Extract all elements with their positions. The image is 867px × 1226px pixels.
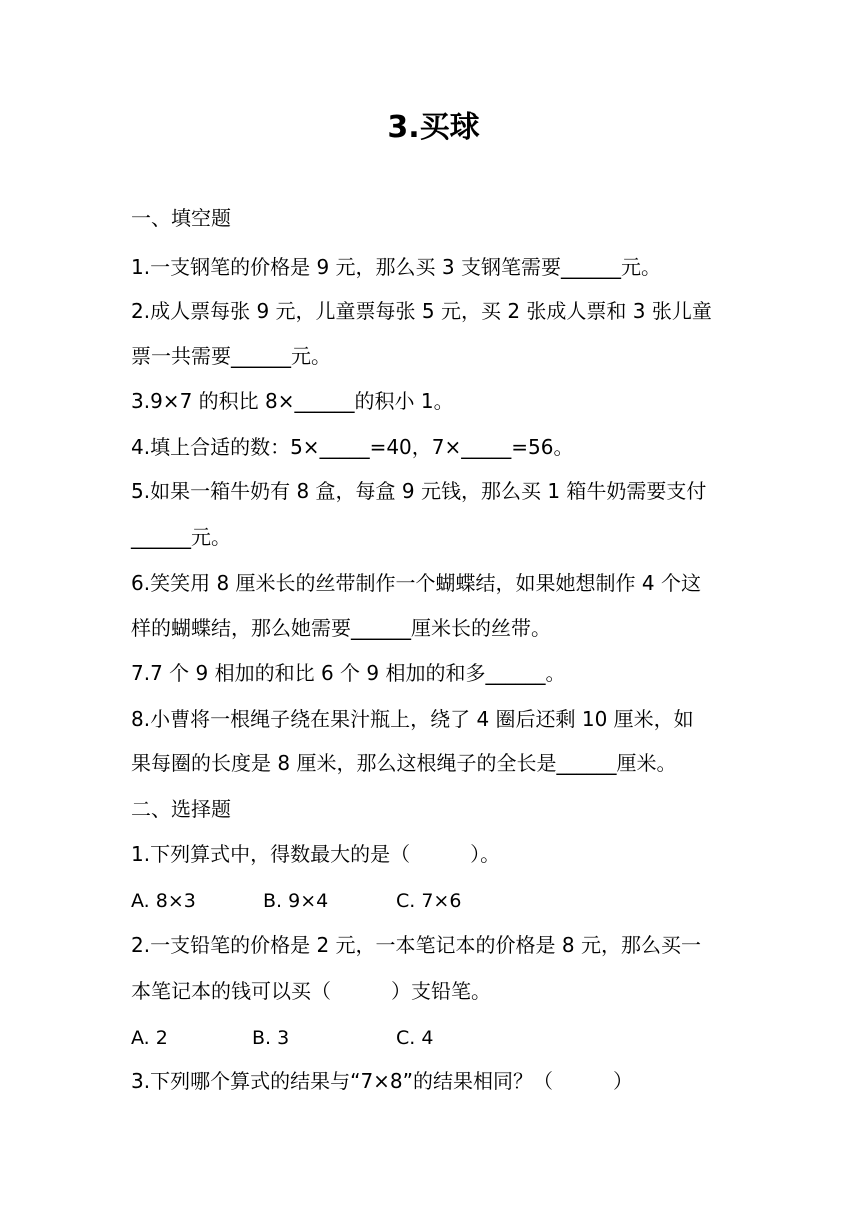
question-line: 7.7 个 9 相加的和比 6 个 9 相加的和多______。	[131, 661, 566, 685]
question-line: 2.成人票每张 9 元，儿童票每张 5 元，买 2 张成人票和 3 张儿童	[131, 299, 712, 323]
question-line: 1.下列算式中，得数最大的是（ ）。	[131, 842, 501, 866]
option-b: B. 3	[252, 1027, 290, 1049]
question-line: 票一共需要______元。	[131, 344, 331, 368]
answer-options	[131, 886, 741, 916]
question-line: 3.下列哪个算式的结果与“7×8”的结果相同？（ ）	[131, 1069, 634, 1093]
question-line: 6.笑笑用 8 厘米长的丝带制作一个蝴蝶结，如果她想制作 4 个这	[131, 571, 701, 595]
page-title: 3.买球	[387, 110, 480, 145]
question-line: 1.一支钢笔的价格是 9 元，那么买 3 支钢笔需要______元。	[131, 255, 661, 279]
question-line: 8.小曹将一根绳子绕在果汁瓶上，绕了 4 圈后还剩 10 厘米，如	[131, 707, 694, 731]
option-c: C. 7×6	[396, 890, 462, 912]
option-b: B. 9×4	[263, 890, 329, 912]
question-line: ______元。	[131, 525, 231, 549]
question-line: 果每圈的长度是 8 厘米，那么这根绳子的全长是______厘米。	[131, 751, 677, 775]
question-line: 本笔记本的钱可以买（ ）支铅笔。	[131, 979, 491, 1003]
section-heading-choice: 二、选择题	[131, 797, 231, 821]
section-heading-fill-blank: 一、填空题	[131, 206, 231, 230]
option-a: A. 2	[131, 1027, 168, 1049]
question-line: 2.一支铅笔的价格是 2 元，一本笔记本的价格是 8 元，那么买一	[131, 933, 701, 957]
question-line: 5.如果一箱牛奶有 8 盒，每盒 9 元钱，那么买 1 箱牛奶需要支付	[131, 479, 707, 503]
option-a: A. 8×3	[131, 890, 196, 912]
option-c: C. 4	[396, 1027, 434, 1049]
question-line: 4.填上合适的数：5×_____=40，7×_____=56。	[131, 435, 574, 459]
question-line: 3.9×7 的积比 8×______的积小 1。	[131, 389, 454, 413]
question-line: 样的蝴蝶结，那么她需要______厘米长的丝带。	[131, 616, 551, 640]
answer-options	[131, 1023, 741, 1053]
